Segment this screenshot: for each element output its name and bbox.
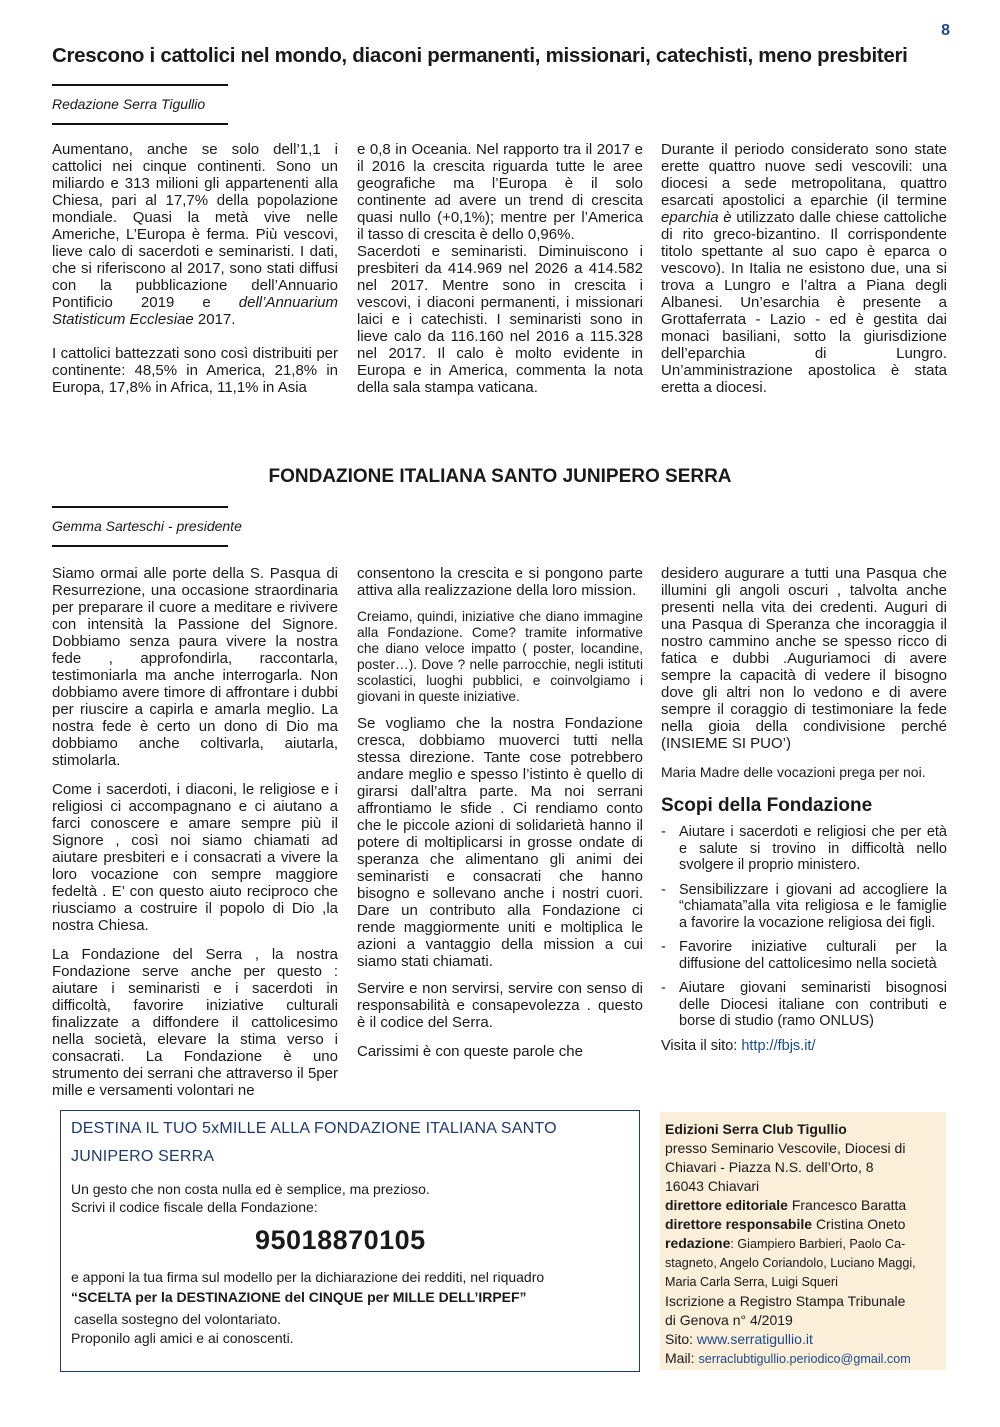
box-line: Un gesto che non costa nulla ed è semplice, ma prezioso. — [71, 1181, 430, 1197]
redazione: redazione: Giampiero Barbieri, Paolo Ca- — [665, 1235, 906, 1251]
box-line-bold: “SCELTA per la DESTINAZIONE del CINQUE per MILLE DELL’IRPEF” — [71, 1289, 527, 1305]
paragraph: Creiamo, quindi, iniziative che diano immagine alla Fondazione. Come? tramite informative che diano veloce impatto ( poster, locandine, poster…). Dove ? nelle parrocchie, negli istituti scolastici, luoghi pubblici, e coinvolgiamo i giovani in queste iniziative. — [357, 609, 643, 704]
paragraph: La Fondazione del Serra , la nostra Fondazione serve anche per questo : aiutare i seminaristi e i sacerdoti in difficoltà, favorire iniziative culturali finalizzate a diffondere il cattolicesimo nella società, elevare la stima verso i consacrati. La Fondazione è uno strumento dei serrani che attraverso il 5per mille e versamenti volontari ne — [52, 946, 338, 1099]
article1-column-1 — [52, 141, 338, 413]
direttore-editoriale: direttore editoriale Francesco Baratta — [665, 1197, 907, 1213]
article2-column-3 — [661, 565, 947, 1055]
paragraph: desidero augurare a tutti una Pasqua che illumini gli angoli oscuri , talvolta anche presenti nella vita dei credenti. Auguri di una Pasqua di Speranza che incoraggia il nostro cammino anche se spesso ricco di fatica e dubbi .Auguriamoci di avere sempre la capacità di vedere il bisogno dove gli altri non lo vedono e di avere sempre il coraggio di testimoniare la fede nella gioia della condivisione perché (INSIEME SI PUO’) — [661, 565, 947, 752]
mail-link[interactable]: serraclubtigullio.periodico@gmail.com — [698, 1352, 911, 1366]
box-heading-line2: JUNIPERO SERRA — [71, 1148, 215, 1165]
paragraph: consentono la crescita e si pongono parte attiva alla realizzazione della loro mission. — [357, 565, 643, 599]
visita-label: Visita il sito: — [661, 1037, 738, 1054]
paragraph: Servire e non servirsi, servire con senso di responsabilità e consapevolezza . questo è il codice del Serra. — [357, 980, 643, 1031]
address-line: Chiavari - Piazza N.S. dell’Orto, 8 — [665, 1159, 874, 1175]
article2-column-1 — [52, 565, 338, 1116]
redazione-line: stagneto, Angelo Coriandolo, Luciano Maggi, — [665, 1256, 916, 1270]
codice-fiscale: 95018870105 — [255, 1225, 426, 1255]
box-line: Proponilo agli amici e ai conoscenti. — [71, 1330, 294, 1346]
article2-byline: Gemma Sarteschi - presidente — [52, 518, 242, 534]
article1-title: Crescono i cattolici nel mondo, diaconi permanenti, missionari, catechisti, meno presbiteri — [52, 44, 908, 67]
box-line: Scrivi il codice fiscale della Fondazione: — [71, 1199, 318, 1215]
sito-link[interactable]: www.serratigullio.it — [696, 1331, 813, 1347]
paragraph: Se vogliamo che la nostra Fondazione cresca, dobbiamo muoverci tutti nella stessa direzione. Tante cose potrebbero andare meglio e spesso l’istinto è quello di girarsi dall’altra parte. Ma noi serrani affrontiamo le sfide . Ci rendiamo conto che le piccole azioni di solidarietà hanno il potere di moltiplicarsi in grosse ondate di speranza che alimentano gli animi dei seminaristi e consacrati che hanno bisogno e sollevano anche i nostri cuori. Dare un contributo alla Fondazione ci rende maggiormente uniti e moltiplica le azioni a vantaggio della mission a cui siamo stati chiamati. — [357, 715, 643, 970]
5xmille-box — [60, 1110, 640, 1372]
list-item: - Sensibilizzare i giovani ad accogliere la “chiamata”alla vita religiosa e le famiglie a favorire la vocazione religiosa dei figli. — [661, 882, 947, 932]
article2-column-2 — [357, 565, 643, 1077]
direttore-responsabile: direttore responsabile Cristina Oneto — [665, 1216, 906, 1232]
registro-line: di Genova n° 4/2019 — [665, 1312, 793, 1328]
article2-title: FONDAZIONE ITALIANA SANTO JUNIPERO SERRA — [268, 466, 732, 487]
address-line: 16043 Chiavari — [665, 1178, 760, 1194]
visita-line — [661, 1038, 947, 1055]
scopi-list — [661, 824, 947, 1030]
sito-line: Sito: www.serratigullio.it — [665, 1331, 813, 1347]
paragraph: Aumentano, anche se solo dell’1,1 i cattolici nei cinque continenti. Sono un miliardo e 313 milioni gli appartenenti alla Chiesa, pari al 17,7% della popolazione mondiale. Quasi la metà vive nelle Americhe, L’Europa è ferma. Più vescovi, lieve calo di sacerdoti e seminaristi. I dati, che si riferiscono al 2017, sono stati diffusi con la pubblicazione dell’Annuario Pontificio 2019 e dell’Annuarium Statisticum Ecclesiae 2017. — [52, 141, 338, 328]
paragraph: Come i sacerdoti, i diaconi, le religiose e i religiosi ci accompagnano e ci aiutano a farci conoscere e amare sempre più il Signore , così noi siamo chiamati ad aiutare presbiteri e i consacrati a vivere la loro vocazione con sempre maggiore fedeltà . E’ con questo aiuto reciproco che riusciamo a costruire il popolo di Dio ,la nostra Chiesa. — [52, 781, 338, 934]
article1-byline: Redazione Serra Tigullio — [52, 96, 206, 112]
redazione-line: Maria Carla Serra, Luigi Squeri — [665, 1275, 838, 1289]
paragraph: Carissimi è con queste parole che — [357, 1043, 583, 1060]
paragraph: e 0,8 in Oceania. Nel rapporto tra il 2017 e il 2016 la crescita riguarda tutte le aree geografiche ma l’Europa è il solo continente ad avere un trend di crescita quasi nullo (+0,1%); mentre per l’America il tasso di crescita è dello 0,96%. — [357, 141, 643, 243]
address-line: presso Seminario Vescovile, Diocesi di — [665, 1140, 906, 1156]
paragraph: I cattolici battezzati sono così distribuiti per continente: 48,5% in America, 21,8% in Europa, 17,8% in Africa, 11,1% in Asia — [52, 345, 338, 396]
divider — [52, 123, 228, 125]
divider — [52, 506, 228, 508]
registro-line: Iscrizione a Registro Stampa Tribunale — [665, 1293, 906, 1309]
article1-column-3 — [661, 141, 947, 413]
list-item: - Aiutare i sacerdoti e religiosi che per età e salute si trovino in difficoltà nello svolgere il proprio ministero. — [661, 824, 947, 874]
paragraph: Maria Madre delle vocazioni prega per noi. — [661, 764, 926, 780]
paragraph: Durante il periodo considerato sono state erette quattro nuove sedi vescovili: una diocesi a sede metropolitana, quattro esarcati apostolici a eparchie (il termine eparchia è utilizzato dalle chiese cattoliche di rito greco-bizantino. Il corrispondente titolo spettante al suo capo è eparca o vescovo). In Italia ne esistono due, una si trova a Lungro e l’altra a Piana degli Albanesi. Un’esarchia è presente a Grottaferrata - Lazio - ed è gestita dai monaci basiliani, sotto la giurisdizione dell’eparchia di Lungro. Un’amministrazione apostolica è stata eretta a diocesi. — [661, 141, 947, 396]
divider — [52, 545, 228, 547]
colophon-box — [660, 1112, 946, 1370]
list-item: - Aiutare giovani seminaristi bisognosi delle Diocesi italiane con contributi e borse di studio (ramo ONLUS) — [661, 980, 947, 1030]
box-line: casella sostegno del volontariato. — [74, 1311, 282, 1327]
article1-column-2 — [357, 141, 643, 413]
publisher: Edizioni Serra Club Tigullio — [665, 1121, 847, 1137]
box-heading-line1: DESTINA IL TUO 5xMILLE ALLA FONDAZIONE ITALIANA SANTO — [71, 1120, 557, 1137]
box-line: e apponi la tua firma sul modello per la dichiarazione dei redditi, nel riquadro — [71, 1269, 545, 1285]
paragraph: Siamo ormai alle porte della S. Pasqua di Resurrezione, una occasione straordinaria per preparare il cuore a meditare e rivivere con intensità la Passione del Signore. Dobbiamo senza paura vivere la nostra fede , approfondirla, raccontarla, testimoniarla ma anche interrogarla. Non dobbiamo avere timore di affrontare i dubbi per riuscire a capirla e amarla meglio. La nostra fede è certo un dono di Dio ma dobbiamo anche coltivarla, aiutarla, stimolarla. — [52, 565, 338, 769]
fondazione-link[interactable]: http://fbjs.it/ — [741, 1037, 816, 1054]
mail-line: Mail: serraclubtigullio.periodico@gmail.com — [665, 1350, 911, 1366]
scopi-heading: Scopi della Fondazione — [661, 795, 873, 816]
page-number: 8 — [941, 22, 950, 39]
paragraph: Sacerdoti e seminaristi. Diminuiscono i presbiteri da 414.969 nel 2026 a 414.582 nel 2017. Mentre sono in crescita i vescovi, i diaconi permanenti, i missionari laici e i catechisti. I seminaristi sono in lieve calo da 116.160 nel 2016 a 115.328 nel 2017. Il calo è molto evidente in Europa e in America, commenta la nota della sala stampa vaticana. — [357, 243, 643, 396]
list-item: - Favorire iniziative culturali per la diffusione del cattolicesimo nella società — [661, 939, 947, 972]
divider — [52, 84, 228, 86]
